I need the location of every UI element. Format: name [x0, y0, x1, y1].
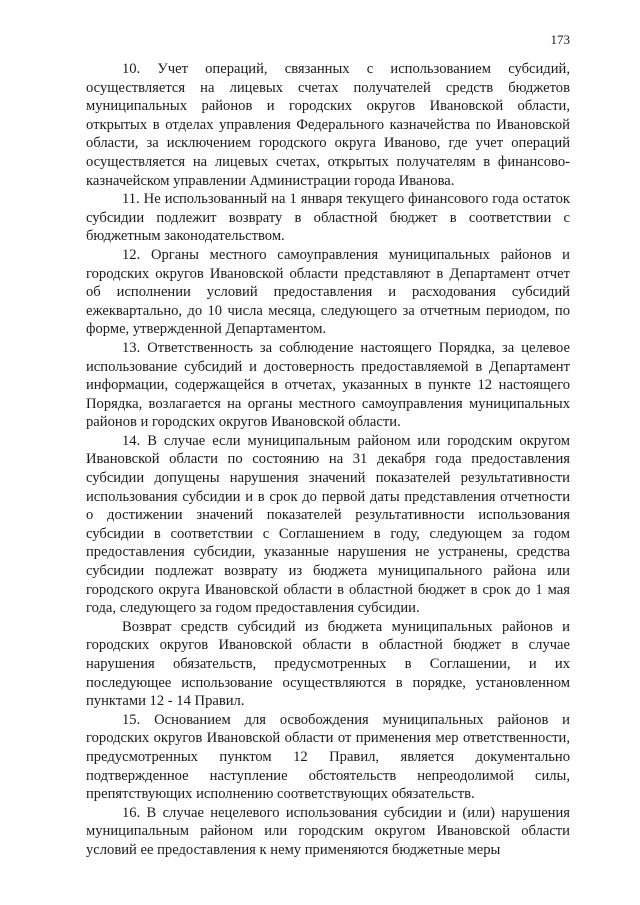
paragraph-15: 15. Основанием для освобождения муниципальных районов и городских округов Ивановской области от применения мер ответственности, предусмотренных пунктом 12 Правил, является документально подтвержденное наступление обстоятельств непреодолимой силы, препятствующих исполнению соответствующих обязательств. [86, 711, 570, 803]
paragraph-14: 14. В случае если муниципальным районом или городским округом Ивановской области по состоянию на 31 декабря года предоставления субсидии допущены нарушения значений показателей результативности использования субсидии и в срок до первой даты представления отчетности о достижении значений показателей результативности использования субсидии в соответствии с Соглашением в году, следующем за годом предоставления субсидии, указанные нарушения не устранены, средства субсидии подлежат возврату из бюджета муниципального района или городского округа Ивановской области в областной бюджет в срок до 1 мая года, следующего за годом предоставления субсидии. [86, 432, 570, 617]
document-body [86, 60, 570, 860]
page-number: 173 [550, 32, 570, 47]
paragraph-13: 13. Ответственность за соблюдение настоящего Порядка, за целевое использование субсидий и достоверность предоставляемой в Департамент информации, содержащейся в отчетах, указанных в пункте 12 настоящего Порядка, возлагается на органы местного самоуправления муниципальных районов и городских округов Ивановской области. [86, 339, 570, 431]
paragraph-14-continuation: Возврат средств субсидий из бюджета муниципальных районов и городских округов Ивановской области в областной бюджет в случае нарушения обязательств, предусмотренных в Соглашении, и их последующее использование осуществляются в порядке, установленном пунктами 12 - 14 Правил. [86, 618, 570, 710]
paragraph-10: 10. Учет операций, связанных с использованием субсидий, осуществляется на лицевых счетах получателей средств бюджетов муниципальных районов и городских округов Ивановской области, открытых в отделах управления Федерального казначейства по Ивановской области, за исключением городского округа Иваново, где учет операций осуществляется на лицевых счетах, открытых получателям в финансово-казначейском управлении Администрации города Иванова. [86, 61, 570, 189]
paragraph-11: 11. Не использованный на 1 января текущего финансового года остаток субсидии подлежит возврату в областной бюджет в соответствии с бюджетным законодательством. [86, 191, 570, 245]
paragraph-12: 12. Органы местного самоуправления муниципальных районов и городских округов Ивановской области представляют в Департамент отчет об исполнении условий предоставления и расходования субсидий ежеквартально, до 10 числа месяца, следующего за отчетным периодом, по форме, утвержденной Департаментом. [86, 246, 570, 338]
paragraph-16: 16. В случае нецелевого использования субсидии и (или) нарушения муниципальным районом или городским округом Ивановской области условий ее предоставления к нему применяются бюджетные меры [86, 804, 570, 858]
